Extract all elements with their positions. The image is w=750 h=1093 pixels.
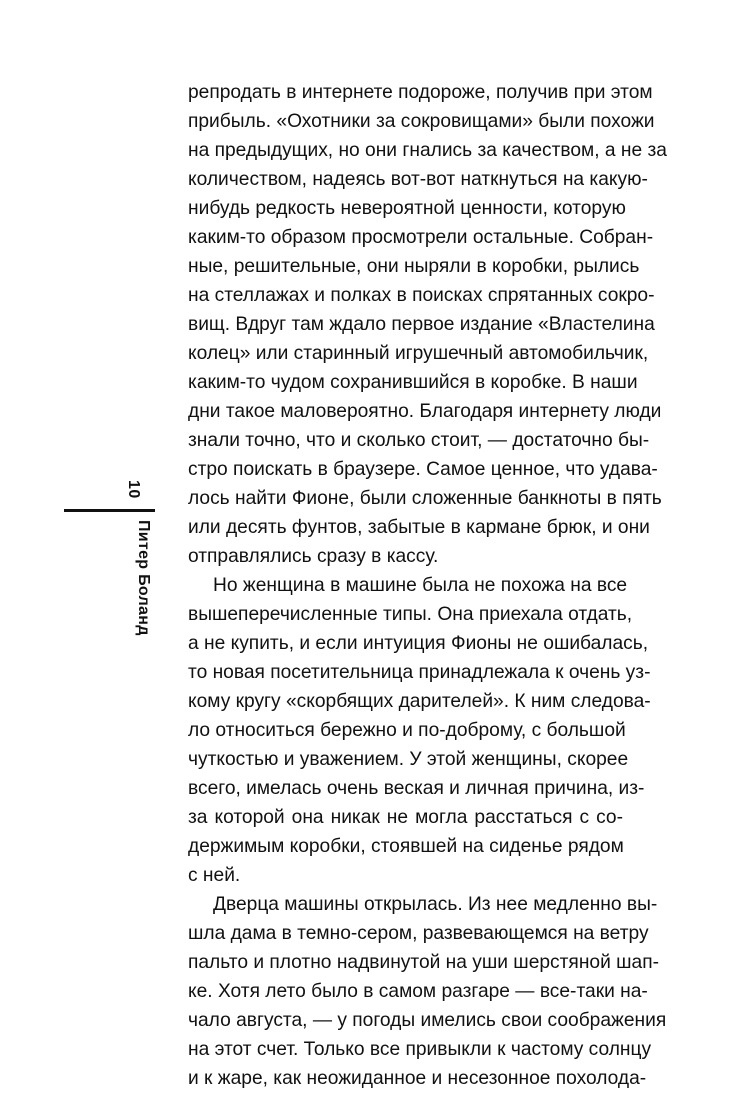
- text-line: репродать в интернете подороже, получив при этом: [188, 82, 653, 103]
- text-line: держимым коробки, стоявшей на сиденье рядом: [188, 836, 624, 857]
- text-line: Дверца машины открылась. Из нее медленно вы-: [213, 894, 658, 915]
- text-line: количеством, надеясь вот-вот наткнуться на какую-: [188, 169, 648, 190]
- text-line: отправлялись сразу в кассу.: [188, 546, 439, 567]
- text-line: стро поискать в браузере. Самое ценное, что удава-: [188, 459, 658, 480]
- page-number: 10: [125, 480, 142, 499]
- text-line: ло относиться бережно и по-доброму, с большой: [188, 720, 626, 741]
- text-line: на стеллажах и полках в поисках спрятанных сокро-: [188, 285, 655, 306]
- body-text: [188, 78, 667, 1093]
- text-line: нибудь редкость невероятной ценности, которую: [188, 198, 626, 219]
- text-line: и к жаре, как неожиданное и несезонное похолода-: [188, 1068, 647, 1089]
- text-line: Но женщина в машине была не похожа на все: [213, 575, 628, 596]
- text-line: на этот счет. Только все привыкли к частому солнцу: [188, 1039, 652, 1060]
- text-line: каким-то образом просмотрели остальные. Собран-: [188, 227, 654, 248]
- text-line: прибыль. «Охотники за сокровищами» были похожи: [188, 111, 655, 132]
- text-line: шла дама в темно-сером, развевающемся на ветру: [188, 923, 649, 944]
- text-line: за которой она никак не могла расстаться с со-: [188, 807, 623, 828]
- text-line: на предыдущих, но они гнались за качеством, а не за: [188, 140, 667, 161]
- text-line: вышеперечисленные типы. Она приехала отдать,: [188, 604, 633, 625]
- text-line: пальто и плотно надвинутой на уши шерстяной шап-: [188, 952, 659, 973]
- text-line: вищ. Вдруг там ждало первое издание «Властелина: [188, 314, 655, 335]
- text-line: то новая посетительница принадлежала к очень уз-: [188, 662, 651, 683]
- text-line: каким-то чудом сохранившийся в коробке. В наши: [188, 372, 638, 393]
- text-line: кому кругу «скорбящих дарителей». К ним следова-: [188, 691, 651, 712]
- text-line: или десять фунтов, забытые в кармане брюк, и они: [188, 517, 650, 538]
- text-line: а не купить, и если интуиция Фионы не ошибалась,: [188, 633, 649, 654]
- text-line: лось найти Фионе, были сложенные банкноты в пять: [188, 488, 662, 509]
- text-line: всего, имелась очень веская и личная причина, из-: [188, 778, 645, 799]
- text-line: колец» или старинный игрушечный автомобильчик,: [188, 343, 649, 364]
- text-line: ные, решительные, они ныряли в коробки, рылись: [188, 256, 640, 277]
- text-line: чало августа, — у погоды имелись свои соображения: [188, 1010, 667, 1031]
- text-line: с ней.: [188, 865, 241, 886]
- text-line: ке. Хотя лето было в самом разгаре — все-таки на-: [188, 981, 648, 1002]
- text-line: дни такое маловероятно. Благодаря интернету люди: [188, 401, 662, 422]
- text-line: чуткостью и уважением. У этой женщины, скорее: [188, 749, 629, 770]
- text-line: знали точно, что и сколько стоит, — достаточно бы-: [188, 430, 650, 451]
- running-head-author: Питер Боланд: [135, 520, 152, 636]
- running-head-rule: [64, 509, 155, 512]
